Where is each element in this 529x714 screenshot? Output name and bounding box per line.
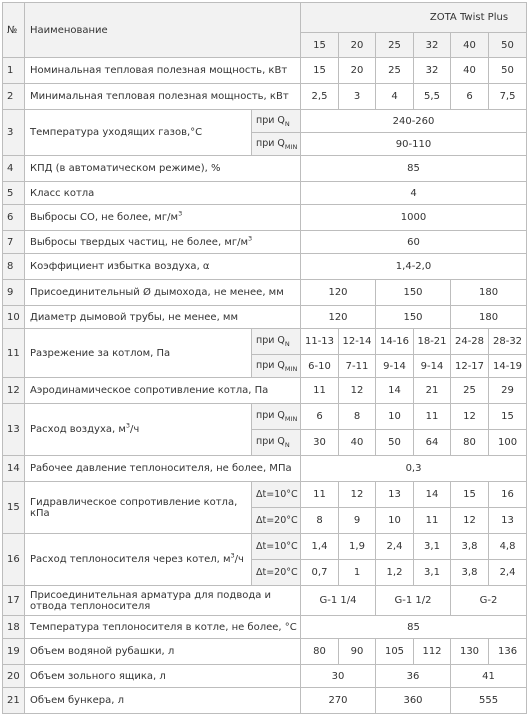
cell: 25: [376, 58, 414, 84]
cell: 10: [376, 404, 414, 430]
table-row: [3, 639, 527, 665]
row-number: 20: [3, 665, 25, 688]
cell: 1,2: [376, 560, 414, 586]
cell: 12: [339, 378, 376, 404]
row-number: 4: [3, 156, 25, 182]
condition-label: Δt=20°С: [252, 508, 301, 534]
table-row: [3, 482, 527, 508]
cell: 100: [489, 430, 527, 456]
cell: 2,4: [489, 560, 527, 586]
cell: 3,8: [451, 534, 489, 560]
row-number: 17: [3, 586, 25, 616]
row-name: Объем водяной рубашки, л: [25, 639, 301, 665]
row-number: 9: [3, 280, 25, 306]
cell: 15: [301, 58, 339, 84]
row-name: КПД (в автоматическом режиме), %: [25, 156, 301, 182]
row-number: 14: [3, 456, 25, 482]
cell: 555: [451, 688, 527, 714]
cell: 180: [451, 306, 527, 329]
cell: 9-14: [414, 355, 451, 378]
table-row: [3, 586, 527, 616]
cell: 2,5: [301, 84, 339, 110]
cell: 6: [301, 404, 339, 430]
cell: 15: [489, 404, 527, 430]
row-number: 16: [3, 534, 25, 586]
cell: 16: [489, 482, 527, 508]
spec-table: [2, 2, 527, 714]
cell: 7,5: [489, 84, 527, 110]
cell: 4: [376, 84, 414, 110]
cell: 240-260: [301, 110, 527, 133]
cell: 8: [301, 508, 339, 534]
cell: 2,4: [376, 534, 414, 560]
cell: 3,1: [414, 534, 451, 560]
row-number: 18: [3, 616, 25, 639]
cell: 30: [301, 665, 376, 688]
header-no: №: [3, 3, 25, 58]
row-name: Аэродинамическое сопротивление котла, Па: [25, 378, 301, 404]
row-name: Объем бункера, л: [25, 688, 301, 714]
cell: G-1 1/4: [301, 586, 376, 616]
row-number: 2: [3, 84, 25, 110]
cell: 360: [376, 688, 451, 714]
cell: 12: [451, 508, 489, 534]
table-row: [3, 616, 527, 639]
cell: 6-10: [301, 355, 339, 378]
cell: 13: [376, 482, 414, 508]
cell: 105: [376, 639, 414, 665]
cell: 12: [451, 404, 489, 430]
cell: 5,5: [414, 84, 451, 110]
condition-label: при $Q_N$: [252, 430, 301, 456]
row-name: Рабочее давление теплоносителя, не более, МПа: [25, 456, 301, 482]
row-name: Коэффициент избытка воздуха, α: [25, 254, 301, 280]
condition-label: при $Q_{MIN}$: [252, 404, 301, 430]
table-row: [3, 254, 527, 280]
cell: 7-11: [339, 355, 376, 378]
cell: 11: [414, 404, 451, 430]
cell: 40: [451, 58, 489, 84]
cell: 9: [339, 508, 376, 534]
cell: 18-21: [414, 329, 451, 355]
cell: 15: [451, 482, 489, 508]
cell: 25: [451, 378, 489, 404]
model-15: 15: [301, 33, 339, 58]
row-number: 12: [3, 378, 25, 404]
cell: 150: [376, 280, 451, 306]
cell: 136: [489, 639, 527, 665]
cell: 6: [451, 84, 489, 110]
cell: 0,7: [301, 560, 339, 586]
row-name: Выбросы твердых частиц, не более, $мг/м^3$: [25, 231, 301, 254]
cell: 85: [301, 156, 527, 182]
table-row: [3, 534, 527, 560]
cell: 270: [301, 688, 376, 714]
row-number: 19: [3, 639, 25, 665]
cell: 28-32: [489, 329, 527, 355]
cell: 14-16: [376, 329, 414, 355]
cell: 3,1: [414, 560, 451, 586]
cell: 80: [301, 639, 339, 665]
table-row: [3, 205, 527, 231]
cell: 112: [414, 639, 451, 665]
cell: 120: [301, 306, 376, 329]
cell: 12: [339, 482, 376, 508]
cell: 29: [489, 378, 527, 404]
row-name: Расход воздуха, $м^3/ч$: [25, 404, 252, 456]
cell: G-2: [451, 586, 527, 616]
row-number: 1: [3, 58, 25, 84]
cell: 64: [414, 430, 451, 456]
row-name: Выбросы СО, не более, $мг/м^3$: [25, 205, 301, 231]
cell: 1,4: [301, 534, 339, 560]
cell: 50: [489, 58, 527, 84]
cell: 20: [339, 58, 376, 84]
header-row: [3, 3, 527, 33]
cell: 4: [301, 182, 527, 205]
table-row: [3, 84, 527, 110]
row-name: Гидравлическое сопротивление котла, кПа: [25, 482, 252, 534]
cell: 11: [301, 378, 339, 404]
row-name: Разрежение за котлом, Па: [25, 329, 252, 378]
row-number: 3: [3, 110, 25, 156]
table-row: [3, 329, 527, 355]
condition-label: при $Q_{MIN}$: [252, 355, 301, 378]
cell: 3,8: [451, 560, 489, 586]
row-name: Температура теплоносителя в котле, не более, °С: [25, 616, 301, 639]
row-number: 11: [3, 329, 25, 378]
cell: 1,4-2,0: [301, 254, 527, 280]
cell: 32: [414, 58, 451, 84]
cell: 14: [376, 378, 414, 404]
cell: 4,8: [489, 534, 527, 560]
table-row: [3, 280, 527, 306]
cell: 14: [414, 482, 451, 508]
row-number: 13: [3, 404, 25, 456]
condition-label: Δt=10°С: [252, 482, 301, 508]
row-name: Номинальная тепловая полезная мощность, кВт: [25, 58, 301, 84]
row-number: 6: [3, 205, 25, 231]
condition-label: при $Q_N$: [252, 110, 301, 133]
cell: 8: [339, 404, 376, 430]
row-number: 15: [3, 482, 25, 534]
cell: 24-28: [451, 329, 489, 355]
cell: 85: [301, 616, 527, 639]
cell: 3: [339, 84, 376, 110]
table-row: [3, 306, 527, 329]
cell: 180: [451, 280, 527, 306]
cell: G-1 1/2: [376, 586, 451, 616]
cell: 1: [339, 560, 376, 586]
model-25: 25: [376, 33, 414, 58]
row-name: Расход теплоносителя через котел, $м^3/ч$: [25, 534, 252, 586]
cell: 0,3: [301, 456, 527, 482]
table-row: [3, 378, 527, 404]
table-row: [3, 58, 527, 84]
model-20: 20: [339, 33, 376, 58]
table-row: [3, 456, 527, 482]
cell: 14-19: [489, 355, 527, 378]
cell: 30: [301, 430, 339, 456]
row-number: 7: [3, 231, 25, 254]
model-50: 50: [489, 33, 527, 58]
model-40: 40: [451, 33, 489, 58]
cell: 80: [451, 430, 489, 456]
header-name: Наименование: [25, 3, 301, 58]
row-name: Минимальная тепловая полезная мощность, кВт: [25, 84, 301, 110]
cell: 40: [339, 430, 376, 456]
row-name: Диаметр дымовой трубы, не менее, мм: [25, 306, 301, 329]
model-32: 32: [414, 33, 451, 58]
condition-label: при $Q_{MIN}$: [252, 133, 301, 156]
cell: 90: [339, 639, 376, 665]
condition-label: Δt=20°С: [252, 560, 301, 586]
row-number: 10: [3, 306, 25, 329]
cell: 36: [376, 665, 451, 688]
condition-label: при $Q_N$: [252, 329, 301, 355]
cell: 9-14: [376, 355, 414, 378]
cell: 12-17: [451, 355, 489, 378]
cell: 11: [301, 482, 339, 508]
cell: 1,9: [339, 534, 376, 560]
table-row: [3, 110, 527, 133]
cell: 13: [489, 508, 527, 534]
table-row: [3, 231, 527, 254]
cell: 60: [301, 231, 527, 254]
condition-label: Δt=10°С: [252, 534, 301, 560]
row-number: 5: [3, 182, 25, 205]
cell: 11-13: [301, 329, 339, 355]
cell: 130: [451, 639, 489, 665]
table-row: [3, 156, 527, 182]
row-number: 8: [3, 254, 25, 280]
cell: 12-14: [339, 329, 376, 355]
cell: 1000: [301, 205, 527, 231]
cell: 10: [376, 508, 414, 534]
cell: 150: [376, 306, 451, 329]
row-name: Класс котла: [25, 182, 301, 205]
cell: 21: [414, 378, 451, 404]
row-number: 21: [3, 688, 25, 714]
row-name: Температура уходящих газов,°С: [25, 110, 252, 156]
row-name: Присоединительный Ø дымохода, не менее, мм: [25, 280, 301, 306]
table-row: [3, 665, 527, 688]
cell: 11: [414, 508, 451, 534]
cell: 50: [376, 430, 414, 456]
cell: 120: [301, 280, 376, 306]
row-name: Присоединительная арматура для подвода и отвода теплоносителя: [25, 586, 301, 616]
row-name: Объем зольного ящика, л: [25, 665, 301, 688]
cell: 90-110: [301, 133, 527, 156]
table-row: [3, 404, 527, 430]
cell: 41: [451, 665, 527, 688]
table-row: [3, 182, 527, 205]
header-brand: ZOTA Twist Plus: [301, 3, 527, 33]
